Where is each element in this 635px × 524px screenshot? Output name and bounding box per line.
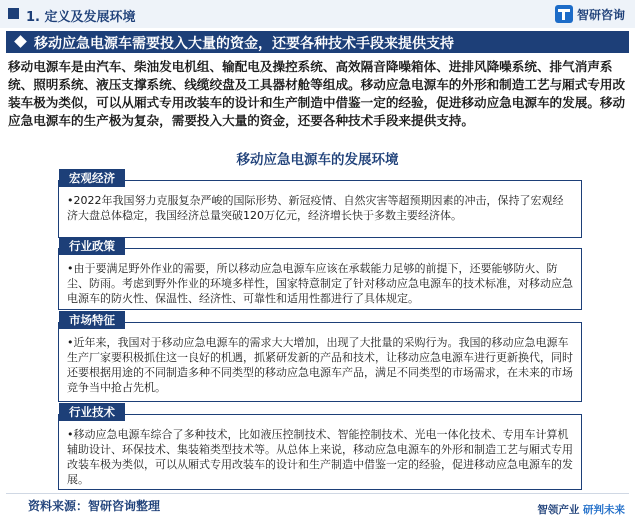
slogan-part-b: 研判未来 (583, 504, 625, 516)
source-note: 资料来源：智研咨询整理 (28, 499, 161, 513)
card-text: •2022年我国努力克服复杂严峻的国际形势、新冠疫情、自然灾害等超预期因素的冲击，保持了宏观经济大盘总体稳定，我国经济总量突破120万亿元，经济增长快于多数主要经济体。 (67, 194, 564, 222)
footer (6, 493, 629, 515)
section-marker-icon (8, 8, 19, 19)
slogan-part-a: 智领产业 (537, 504, 580, 516)
environment-title: 移动应急电源车的发展环境 (236, 152, 399, 168)
card-tag: 宏观经济 (59, 169, 125, 187)
diamond-icon (14, 35, 27, 48)
card-text: •近年来，我国对于移动应急电源车的需求大大增加，出现了大批量的采购行为。我国的移动应急电源车生产厂家要积极抓住这一良好的机遇，抓紧研发新的产品和技术，让移动应急电源车进行更新换代，同时还要根据用途的不同制造多种不同类型的移动应急电源车产品，满足不同类型的市场需求，在未来的市场竞争当中抢占先机。 (67, 336, 573, 394)
card-tag: 行业政策 (59, 237, 125, 255)
card-macro-economy (58, 171, 582, 238)
card-industry-technology (58, 405, 582, 490)
section-title: 1. 定义及发展环境 (26, 10, 136, 25)
brand-logo (555, 5, 625, 23)
card-text: •由于要满足野外作业的需要，所以移动应急电源车应该在承载能力足够的前提下，还要能够防火、防尘、防雨。考虑到野外作业的环境多样性，国家特意制定了针对移动应急电源车的技术标准，对移动应急电源车的防火性、保温性、经济性、可靠性和适用性都进行了具体规定。 (67, 262, 573, 305)
card-tag: 市场特征 (59, 311, 125, 329)
card-industry-policy (58, 239, 582, 310)
headline-banner (6, 31, 629, 53)
headline-title: 移动应急电源车需要投入大量的资金，还要各种技术手段来提供支持 (34, 36, 454, 52)
card-text: •移动应急电源车综合了多种技术，比如液压控制技术、智能控制技术、光电一体化技术、专用车计算机辅助设计、环保技术、集装箱类型技术等。从总体上来说，移动应急电源车的外形和制造工艺与厢式专用改装车极为类似，可以从厢式专用改装车的设计和生产制造中借鉴一定的经验，促进移动应急电源车的发展。 (67, 428, 573, 486)
logo-icon (555, 5, 573, 23)
intro-paragraph: 移动电源车是由汽车、柴油发电机组、输配电及操控系统、高效隔音降噪箱体、进排风降噪系统、排气消声系统、照明系统、液压支撑系统、线缆绞盘及工具器材舱等组成。移动应急电源车的外形和制造工艺与厢式专用改装车极为类似，可以从厢式专用改装车的设计和生产制造中借鉴一定的经验，促进移动应急电源车的发展。移动应急电源车的生产极为复杂，需要投入大量的资金，还要各种技术手段来提供支持。 (8, 59, 626, 128)
card-tag: 行业技术 (59, 403, 125, 421)
top-header-bar (0, 0, 635, 28)
card-market-features (58, 313, 582, 402)
logo-text: 智研咨询 (576, 7, 625, 22)
footer-slogan (537, 502, 625, 517)
